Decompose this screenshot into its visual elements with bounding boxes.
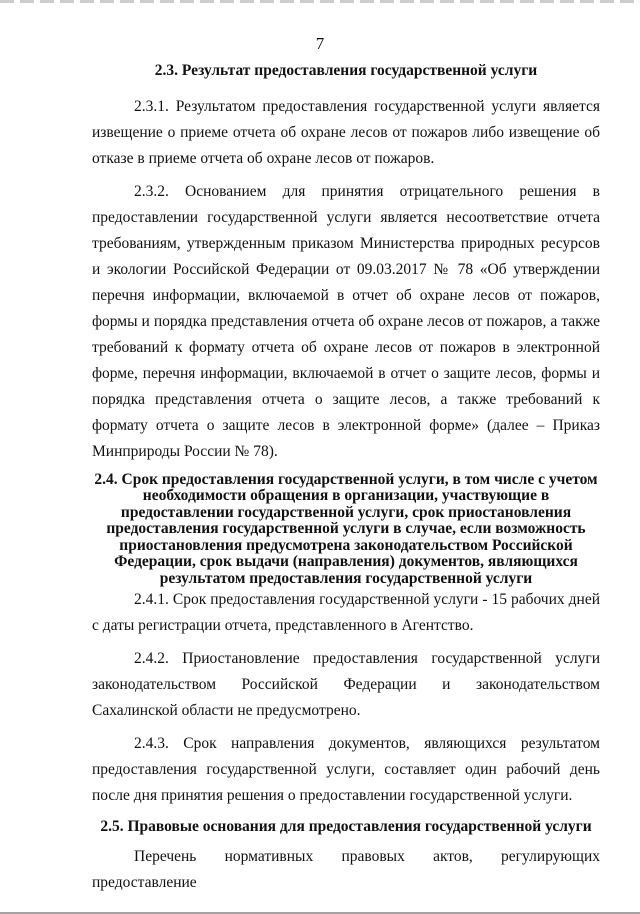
paragraph-2-3-1: 2.3.1. Результатом предоставления государственной услуги является извещение о приеме отчета об охране лесов от пожаров либо извещение об отказе в приеме отчета об охране лесов от пожаров. [92,97,600,167]
paragraph-2-3-2: 2.3.2. Основанием для принятия отрицательного решения в предоставлении государственной услуги является несоответствие отчета требованиям, утвержденным приказом Министерства природных ресурсов и экологии Российской Федерации от 09.03.2017 № 78 «Об утверждении перечня информации, включаемой в отчет об охране лесов от пожаров, формы и порядка представления отчета об охране лесов от пожаров, а также требований к формату отчета об охране лесов от пожаров в электронной форме, перечня информации, включаемой в отчет о защите лесов, формы и порядка представления отчета о защите лесов, а также требований к формату отчета о защите лесов в электронной форме» (далее – Приказ Минприроды России № 78). [92,182,600,460]
paragraph-2-4-2: 2.4.2. Приостановление предоставления государственной услуги законодательством Российской Федерации и законодательством Сахалинской области не предусмотрено. [92,650,600,719]
scan-edge-top [0,0,640,3]
section-2-3-heading: 2.3. Результат предоставления государственной услуги [154,62,538,79]
section-2-5-heading: 2.5. Правовые основания для предоставления государственной услуги [100,818,592,835]
paragraph-2-5-1: Перечень нормативных правовых актов, регулирующих предоставление [92,847,600,891]
document-body [92,62,600,896]
paragraph-2-4-1: 2.4.1. Срок предоставления государственной услуги - 15 рабочих дней с даты регистрации отчета, представленного в Агентство. [92,591,600,634]
page-number: 7 [315,34,325,53]
paragraph-2-4-3: 2.4.3. Срок направления документов, являющихся результатом предоставления государственной услуги, составляет один рабочий день после дня принятия решения о предоставлении государственной услуги. [92,735,600,804]
section-2-4-heading: 2.4. Срок предоставления государственной услуги, в том числе с учетом необходимости обращения в организации, участвующие в предоставлении государственной услуги, срок приостановления предоставления государственной услуги в случае, если возможность приостановления предусмотрена законодательством Российской Федерации, срок выдачи (направления) документов, являющихся результатом предоставления государственной услуги [94,470,598,587]
